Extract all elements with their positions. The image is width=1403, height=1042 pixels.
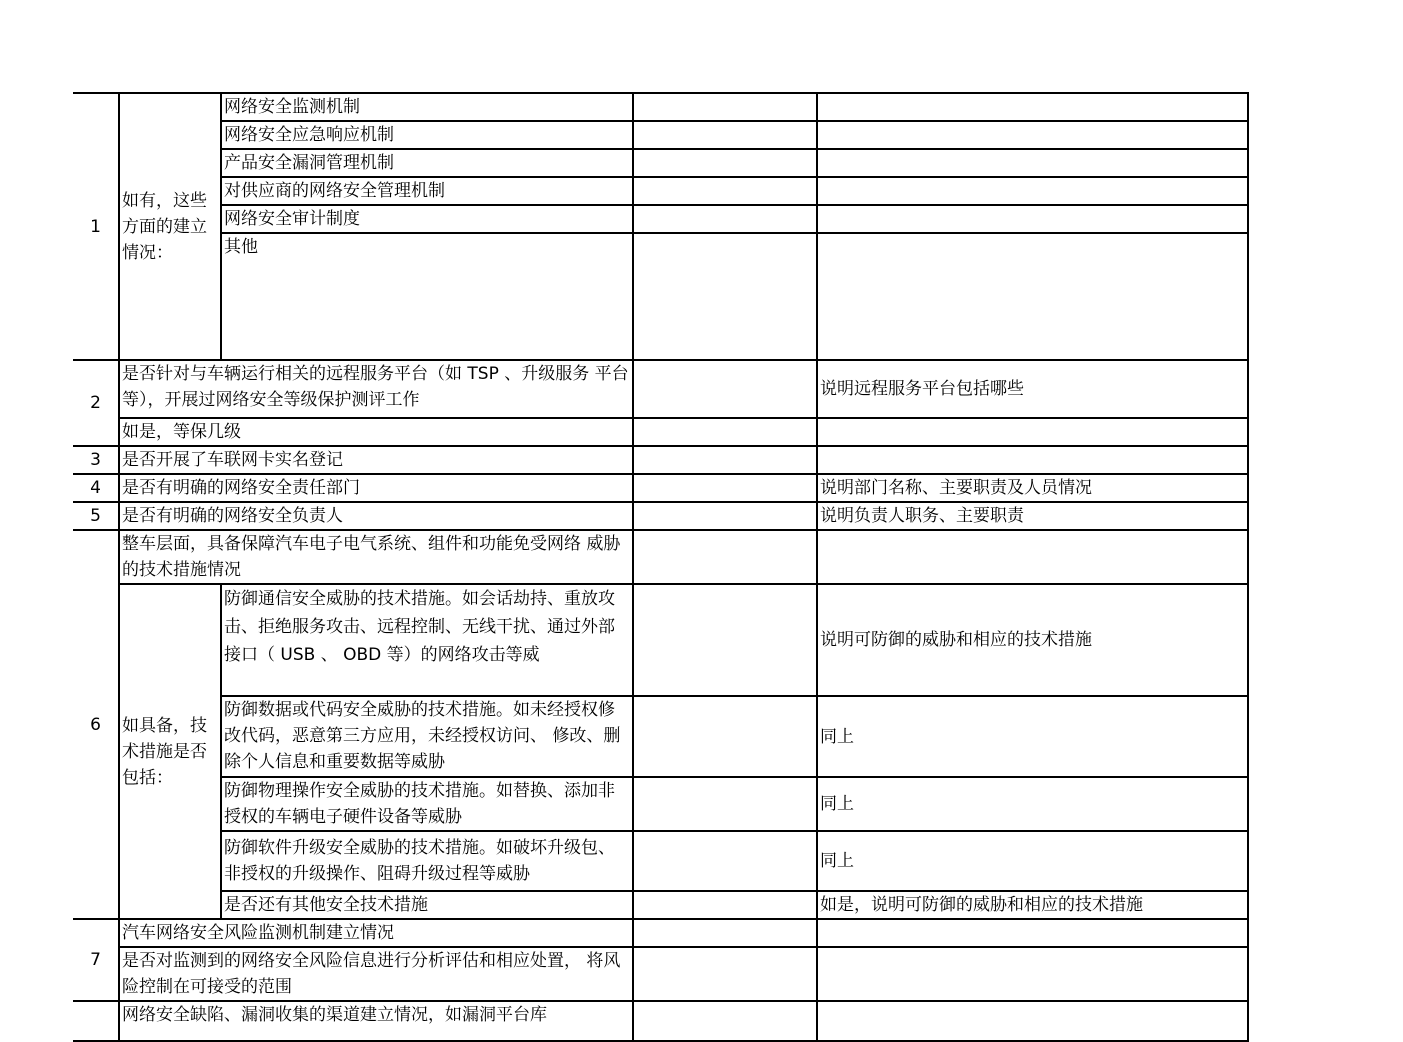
question-cell: 汽车网络安全风险监测机制建立情况	[119, 919, 633, 947]
item-cell: 防御软件升级安全威胁的技术措施。如破坏升级包、非授权的升级操作、阻碍升级过程等威胁	[221, 831, 633, 891]
table-row	[73, 777, 1248, 831]
table-row	[73, 418, 1248, 446]
note-cell: 说明部门名称、主要职责及人员情况	[817, 474, 1248, 502]
item-cell: 产品安全漏洞管理机制	[221, 149, 633, 177]
note-cell	[817, 446, 1248, 474]
table-row	[73, 502, 1248, 530]
table-row	[73, 205, 1248, 233]
table-row	[73, 233, 1248, 360]
note-cell	[817, 1001, 1248, 1041]
item-cell: 防御数据或代码安全威胁的技术措施。如未经授权修改代码，恶意第三方应用，未经授权访问、 修改、删除个人信息和重要数据等威胁	[221, 696, 633, 777]
note-cell: 如是，说明可防御的威胁和相应的技术措施	[817, 891, 1248, 919]
item-cell: 网络安全监测机制	[221, 93, 633, 121]
note-cell	[817, 149, 1248, 177]
answer-cell	[633, 360, 817, 418]
sub-question-cell: 如具备，技术措施是否包括：	[119, 584, 221, 919]
table-row	[73, 93, 1248, 121]
row-number	[73, 1001, 119, 1041]
note-cell	[817, 418, 1248, 446]
answer-cell	[633, 121, 817, 149]
note-cell	[817, 919, 1248, 947]
answer-cell	[633, 418, 817, 446]
note-cell: 同上	[817, 696, 1248, 777]
question-cell: 是否针对与车辆运行相关的远程服务平台（如 TSP 、升级服务 平台等），开展过网络安全等级保护测评工作	[119, 360, 633, 418]
note-cell	[817, 177, 1248, 205]
answer-cell	[633, 93, 817, 121]
note-cell: 说明远程服务平台包括哪些	[817, 360, 1248, 418]
answer-cell	[633, 530, 817, 584]
answer-cell	[633, 177, 817, 205]
question-cell: 网络安全缺陷、漏洞收集的渠道建立情况，如漏洞平台库	[119, 1001, 633, 1041]
answer-cell	[633, 149, 817, 177]
answer-cell	[633, 891, 817, 919]
answer-cell	[633, 233, 817, 360]
table-row	[73, 696, 1248, 777]
item-cell: 防御通信安全威胁的技术措施。如会话劫持、重放攻击、拒绝服务攻击、远程控制、无线干扰、通过外部接口（ USB 、 OBD 等）的网络攻击等威	[221, 584, 633, 696]
row-number: 4	[73, 474, 119, 502]
item-cell: 防御物理操作安全威胁的技术措施。如替换、添加非授权的车辆电子硬件设备等威胁	[221, 777, 633, 831]
question-cell: 是否有明确的网络安全负责人	[119, 502, 633, 530]
note-cell	[817, 530, 1248, 584]
note-cell: 说明可防御的威胁和相应的技术措施	[817, 584, 1248, 696]
table-row	[73, 149, 1248, 177]
table-row	[73, 831, 1248, 891]
item-cell: 是否还有其他安全技术措施	[221, 891, 633, 919]
question-cell: 如是，等保几级	[119, 418, 633, 446]
question-cell: 是否开展了车联网卡实名登记	[119, 446, 633, 474]
answer-cell	[633, 831, 817, 891]
question-cell: 整车层面，具备保障汽车电子电气系统、组件和功能免受网络 威胁的技术措施情况	[119, 530, 633, 584]
table-row	[73, 584, 1248, 696]
questionnaire-table	[73, 92, 1249, 1042]
answer-cell	[633, 696, 817, 777]
row-number: 7	[73, 919, 119, 1001]
answer-cell	[633, 502, 817, 530]
answer-cell	[633, 205, 817, 233]
note-cell	[817, 121, 1248, 149]
row-number: 5	[73, 502, 119, 530]
question-cell: 是否有明确的网络安全责任部门	[119, 474, 633, 502]
answer-cell	[633, 584, 817, 696]
table-row	[73, 446, 1248, 474]
row-number: 2	[73, 360, 119, 446]
table-row	[73, 177, 1248, 205]
row-number: 1	[73, 93, 119, 360]
table-row	[73, 1001, 1248, 1041]
question-cell: 是否对监测到的网络安全风险信息进行分析评估和相应处置， 将风险控制在可接受的范围	[119, 947, 633, 1001]
note-cell	[817, 233, 1248, 360]
table-row	[73, 360, 1248, 418]
answer-cell	[633, 1001, 817, 1041]
table-row	[73, 891, 1248, 919]
question-cell: 如有，这些方面的建立情况：	[119, 93, 221, 360]
note-cell: 同上	[817, 777, 1248, 831]
note-cell: 同上	[817, 831, 1248, 891]
row-number: 3	[73, 446, 119, 474]
table-row	[73, 474, 1248, 502]
table-row	[73, 121, 1248, 149]
table-row	[73, 530, 1248, 584]
item-cell: 网络安全审计制度	[221, 205, 633, 233]
note-cell	[817, 93, 1248, 121]
answer-cell	[633, 474, 817, 502]
answer-cell	[633, 919, 817, 947]
note-cell	[817, 205, 1248, 233]
item-cell: 网络安全应急响应机制	[221, 121, 633, 149]
item-cell: 对供应商的网络安全管理机制	[221, 177, 633, 205]
answer-cell	[633, 777, 817, 831]
note-cell: 说明负责人职务、主要职责	[817, 502, 1248, 530]
table-row	[73, 919, 1248, 947]
answer-cell	[633, 446, 817, 474]
item-cell: 其他	[221, 233, 633, 360]
row-number: 6	[73, 530, 119, 919]
